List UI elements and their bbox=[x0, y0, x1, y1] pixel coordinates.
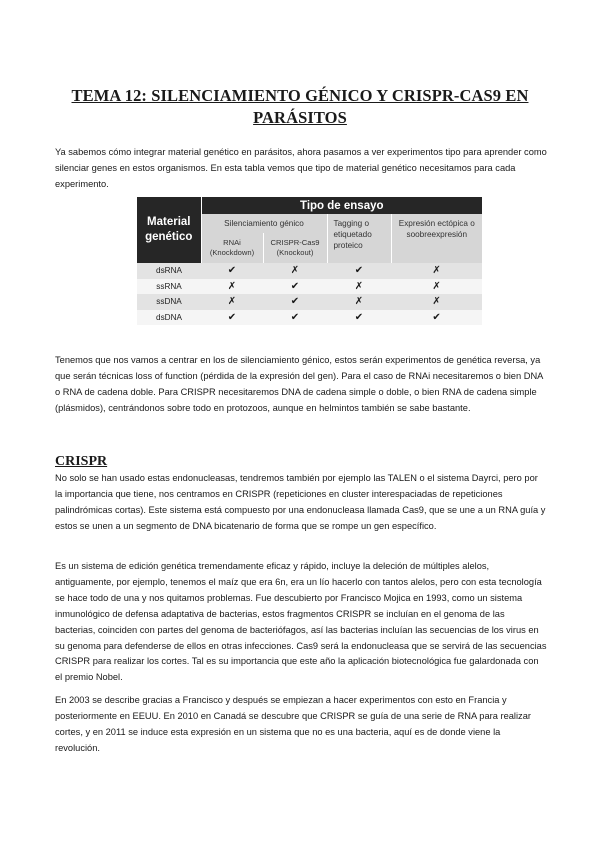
table-header-expresion: Expresión ectópica o soobreexpresión bbox=[391, 214, 482, 263]
table-row bbox=[137, 263, 482, 279]
table-header-material: Material genético bbox=[137, 197, 201, 263]
cross-mark: ✗ bbox=[391, 263, 482, 279]
cross-mark: ✗ bbox=[391, 294, 482, 310]
cross-mark: ✗ bbox=[263, 263, 327, 279]
row-label: ssDNA bbox=[137, 294, 201, 310]
check-mark: ✔ bbox=[263, 279, 327, 295]
assay-table bbox=[137, 197, 482, 325]
table-header-crispr: CRISPR-Cas9 (Knockout) bbox=[263, 233, 327, 263]
check-mark: ✔ bbox=[327, 263, 391, 279]
paragraph-crispr-history: Es un sistema de edición genética tremendamente eficaz y rápido, incluye la deleción de múltiples alelos, antiguamente, por ejemplo, tenemos el maíz que era 6n, era un lío hacerlo con tantos alelos, pero con esta tecnología se hace todo de una y nos quitamos problemas. Fue descubierto por Francisco Mojica en 1993, como un sistema inmunológico de defensa adaptativa de bacterias, estos fragmentos CRISPR se incluían en el genoma de las bacterias, coinciden con partes del genoma de bacteriófagos, así las bacterias incluían las secuencias de los virus en su genoma para defenderse de ellos en otras infecciones. Cas9 será la endonucleasa que se servirá de las secuencias CRISPR para realizar los cortes. Tal es su importancia que este año la aplicación biotecnológica fue galardonada con el premio Nobel. bbox=[55, 561, 547, 683]
check-mark: ✔ bbox=[201, 310, 263, 326]
cross-mark: ✗ bbox=[327, 279, 391, 295]
table-row bbox=[137, 310, 482, 326]
check-mark: ✔ bbox=[201, 263, 263, 279]
check-mark: ✔ bbox=[263, 294, 327, 310]
row-label: dsRNA bbox=[137, 263, 201, 279]
check-mark: ✔ bbox=[391, 310, 482, 326]
cross-mark: ✗ bbox=[201, 294, 263, 310]
cross-mark: ✗ bbox=[201, 279, 263, 295]
paragraph-crispr-timeline: En 2003 se describe gracias a Francisco y después se empiezan a hacer experimentos con esto en Francia y posteriormente en EEUU. En 2010 en Canadá se descubre que CRISPR se guía de una serie de RNA para realizar cortes, y en 2011 se induce esta expresión en un sistema que no es una bacteria, aquí es de donde viene la revolución. bbox=[55, 695, 531, 753]
table-row bbox=[137, 279, 482, 295]
table-header-tagging: Tagging o etiquetado proteico bbox=[327, 214, 391, 263]
cross-mark: ✗ bbox=[327, 294, 391, 310]
paragraph-crispr-intro: No solo se han usado estas endonucleasas, tendremos también por ejemplo las TALEN o el sistema Dayrci, pero por la importancia que tiene, nos centramos en CRISPR (repeticiones en cluster interespaciadas de repeticiones palindrómicas cortas). Este sistema está compuesto por una endonucleasa llamada Cas9, que se une a un RNA guía y estos se unen a un segmento de DNA bicatenario de forma que se rompe un gen específico. bbox=[55, 473, 546, 531]
cross-mark: ✗ bbox=[391, 279, 482, 295]
table-header-tipo: Tipo de ensayo bbox=[201, 197, 482, 214]
intro-paragraph: Ya sabemos cómo integrar material genético en parásitos, ahora pasamos a ver experimentos tipo para aprender como silenciar genes en estos organismos. En esta tabla vemos que tipo de material genético necesitamos para cada experimento. bbox=[55, 147, 547, 189]
check-mark: ✔ bbox=[327, 310, 391, 326]
table-row bbox=[137, 294, 482, 310]
table-header-rnai: RNAi (Knockdown) bbox=[201, 233, 263, 263]
section-heading-crispr: CRISPR bbox=[55, 454, 108, 469]
paragraph-silenciamiento: Tenemos que nos vamos a centrar en los de silenciamiento génico, estos serán experimentos de genética reversa, ya que serán técnicas loss of function (pérdida de la expresión del gen). Para el caso de RNAi necesitaremos o bien DNA o RNA de cadena doble. Para CRISPR necesitaremos DNA de cadena simple o doble, o bien RNA de cadena simple (plásmidos), centrándonos sobre todo en protozoos, aunque en helmintos también se sabe bastante. bbox=[55, 355, 543, 413]
page-title: TEMA 12: SILENCIAMIENTO GÉNICO Y CRISPR-CAS9 EN PARÁSITOS bbox=[71, 86, 529, 128]
check-mark: ✔ bbox=[263, 310, 327, 326]
row-label: dsDNA bbox=[137, 310, 201, 326]
table-header-silenciamiento: Silenciamiento génico bbox=[201, 214, 327, 233]
row-label: ssRNA bbox=[137, 279, 201, 295]
